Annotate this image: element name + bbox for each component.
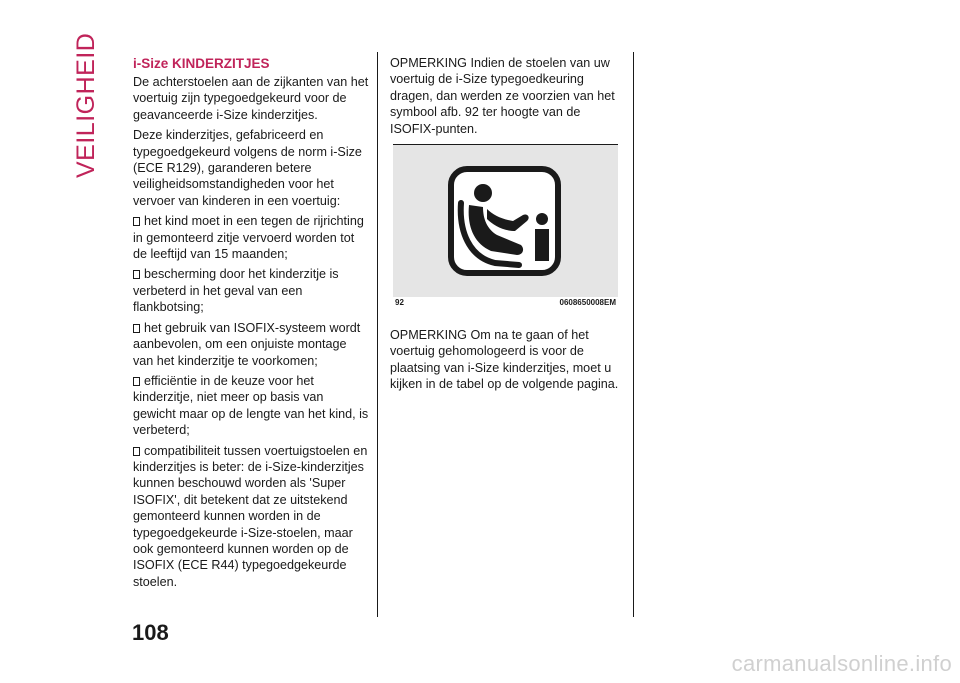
note-paragraph: OPMERKING Om na te gaan of het voertuig gehomologeerd is voor de plaatsing van i-Size kinderzitjes, moet u kijken in de tabel op de volgende pagina. xyxy=(390,328,619,392)
page-number: 108 xyxy=(132,620,169,645)
bullet-item: efficiëntie in de keuze voor het kinderzitje, niet meer op basis van gewicht maar op de lengte van het kind, is verbeterd; xyxy=(133,373,369,438)
section-title xyxy=(62,32,122,178)
paragraph: De achterstoelen aan de zijkanten van het voertuig zijn typegoedgekeurd voor de geavanceerde i-Size kinderzitjes. xyxy=(133,75,369,122)
left-column xyxy=(133,55,369,594)
section-heading: i-Size KINDERZITJES xyxy=(133,56,270,71)
bullet-box-icon xyxy=(133,217,140,226)
figure-isize-symbol xyxy=(393,144,618,297)
bullet-item: het kind moet in een tegen de rijrichting in gemonteerd zitje vervoerd worden tot de leeftijd van 15 maanden; xyxy=(133,214,364,262)
figure-number: 92 xyxy=(395,298,404,307)
bullet-box-icon xyxy=(133,270,140,279)
watermark: carmanualsonline.info xyxy=(731,651,952,676)
column-divider xyxy=(633,52,634,617)
bullet-item: het gebruik van ISOFIX-systeem wordt aanbevolen, om een onjuiste montage van het kinderzitje te voorkomen; xyxy=(133,320,361,368)
bullet-box-icon xyxy=(133,377,140,386)
bullet-box-icon xyxy=(133,447,140,456)
bullet-item: compatibiliteit tussen voertuigstoelen en kinderzitjes is beter: de i-Size-kinderzitjes kunnen beschouwd worden als 'Super ISOFIX', dit betekent dat ze uitstekend gemonteerd kunnen worden in de typegoedgekeurde i-Size-stoelen, maar ook gemonteerd kunnen worden op de ISOFIX (ECE R44) typegoedgekeurde stoelen. xyxy=(133,443,368,589)
section-title-text: VEILIGHEID xyxy=(72,32,100,178)
note-paragraph: OPMERKING Indien de stoelen van uw voertuig de i-Size typegoedkeuring dragen, dan werden ze voorzien van het symbool afb. 92 ter hoogte van de ISOFIX-punten. xyxy=(390,56,615,136)
bullet-item: bescherming door het kinderzitje is verbeterd in het geval van een flankbotsing; xyxy=(133,267,339,315)
right-column-bottom xyxy=(390,327,626,397)
column-divider xyxy=(377,52,378,617)
bullet-box-icon xyxy=(133,324,140,333)
figure-code: 0608650008EM xyxy=(559,298,616,307)
paragraph: Deze kinderzitjes, gefabriceerd en typegoedgekeurd volgens de norm i-Size (ECE R129), garanderen betere veiligheidsomstandigheden voor het vervoer van kinderen in een voertuig: xyxy=(133,128,362,208)
right-column xyxy=(390,55,626,141)
isize-child-seat-icon xyxy=(447,165,562,277)
